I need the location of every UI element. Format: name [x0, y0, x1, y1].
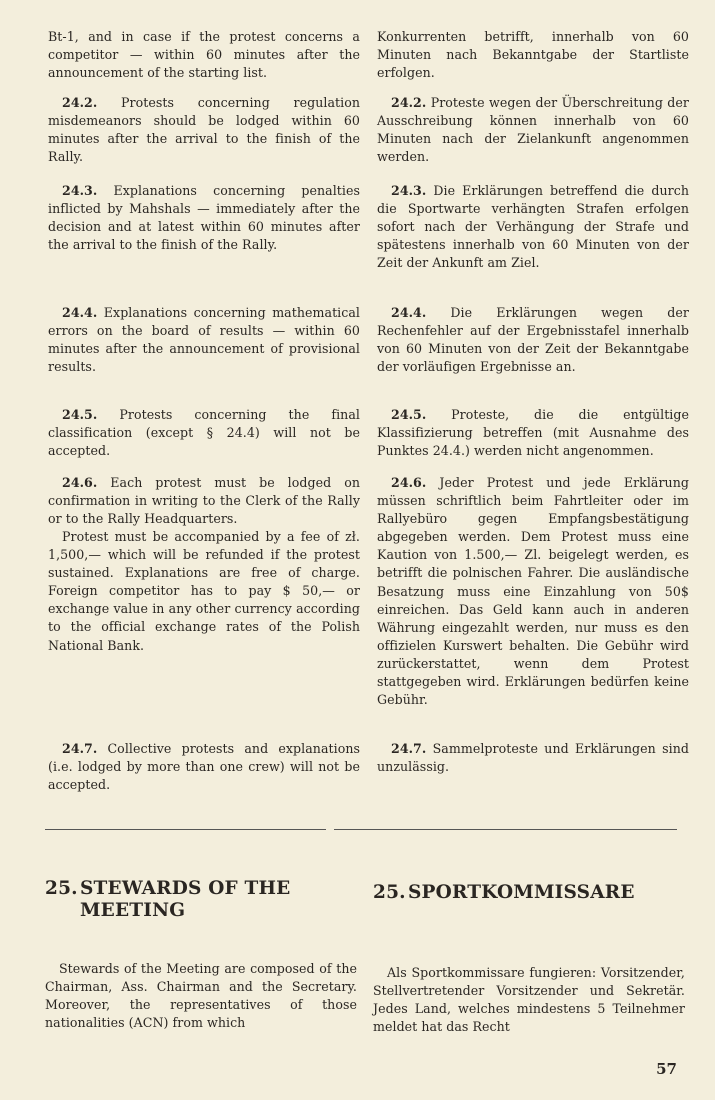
page-number: 57	[656, 1060, 677, 1078]
left-section-24-4	[48, 304, 360, 376]
right-section-24-6-text: Jeder Protest und jede Erklärung müssen schriftlich beim Fahrtleiter oder im Rallyebüro gegen Empfangsbestätigung abgegeben werden. Dem Protest muss eine Kaution von 1.500,— Zl. beigelegt werden, es betrifft die polnischen Fahrer. Die ausländische Besatzung muss eine Einzahlung von 50$ einreichen. Das Geld kann auch in anderen Währung eingezahlt werden, nur muss es den offizielen Kurswert behalten. Die Gebühr wird zurückerstattet, wenn dem Protest stattgegeben wird. Erklärungen bedürfen keine Gebühr.	[377, 475, 689, 708]
right-intro-paragraph	[377, 28, 689, 82]
left-section-24-5-text: Protests concerning the final classification (except § 24.4) will not be accepted.	[48, 407, 360, 459]
right-section-24-3-number: 24.3.	[391, 183, 427, 198]
left-section-24-6	[48, 474, 360, 528]
left-heading-25-line1: STEWARDS OF THE	[80, 878, 291, 899]
section-divider	[45, 829, 677, 830]
left-section-24-2	[48, 94, 360, 166]
right-section-24-4-text: Die Erklärungen wegen der Rechenfehler auf der Ergebnisstafel innerhalb von 60 Minuten von der Zeit der Bekanntgabe der vorläufigen Ergebnisse an.	[377, 305, 689, 375]
left-heading-25-line2: MEETING	[80, 900, 186, 921]
right-section-24-5-number: 24.5.	[391, 407, 427, 422]
right-intro-text: Konkurrenten betrifft, innerhalb von 60 Minuten nach Bekanntgabe der Startliste erfolgen.	[377, 29, 689, 81]
left-section-24-6-fee	[48, 528, 360, 655]
left-section-24-5-number: 24.5.	[62, 407, 98, 422]
left-heading-25-number: 25.	[45, 878, 78, 899]
right-section-24-3	[377, 182, 689, 272]
left-intro-text: Bt-1, and in case if the protest concerns a competitor — within 60 minutes after the announcement of the starting list.	[48, 29, 360, 81]
left-section-24-3-text: Explanations concerning penalties inflicted by Mahshals — immediately after the decision and at latest within 60 minutes after the arrival to the finish of the Rally.	[48, 183, 360, 253]
left-heading-25	[45, 878, 290, 922]
left-section-24-6-text: Each protest must be lodged on confirmation in writing to the Clerk of the Rally or to the Rally Headquarters.	[48, 475, 360, 527]
right-section-24-6	[377, 474, 689, 709]
right-section-24-4-number: 24.4.	[391, 305, 427, 320]
left-section-24-4-text: Explanations concerning mathematical errors on the board of results — within 60 minutes after the announcement of provisional results.	[48, 305, 360, 375]
right-section-24-7	[377, 740, 689, 776]
left-section-24-6-number: 24.6.	[62, 475, 98, 490]
left-section-24-7	[48, 740, 360, 794]
right-section-24-2	[377, 94, 689, 166]
left-section-25-body: Stewards of the Meeting are composed of the Chairman, Ass. Chairman and the Secretary. Moreover, the representatives of those nationalities (ACN) from which	[45, 961, 357, 1031]
left-intro-paragraph	[48, 28, 360, 82]
left-section-24-4-number: 24.4.	[62, 305, 98, 320]
right-section-24-2-text: Proteste wegen der Überschreitung der Ausschreibung können innerhalb von 60 Minuten nach der Zielankunft angenommen werden.	[377, 95, 689, 165]
left-section-24-3	[48, 182, 360, 254]
section-divider-gap	[326, 826, 334, 832]
right-section-24-4	[377, 304, 689, 376]
left-section-24-6-fee-text: Protest must be accompanied by a fee of zł. 1,500,— which will be refunded if the protest sustained. Explanations are free of charge. Foreign competitor has to pay $ 50,— or exchange value in any other currency according to the official exchange rates of the Polish National Bank.	[48, 529, 360, 653]
right-section-24-6-number: 24.6.	[391, 475, 427, 490]
right-section-24-5	[377, 406, 689, 460]
right-section-24-7-number: 24.7.	[391, 741, 427, 756]
right-section-24-2-number: 24.2.	[391, 95, 427, 110]
left-section-24-5	[48, 406, 360, 460]
left-section-24-3-number: 24.3.	[62, 183, 98, 198]
left-section-24-7-number: 24.7.	[62, 741, 98, 756]
right-heading-25-line1: SPORTKOMMISSARE	[408, 882, 635, 903]
left-section-24-7-text: Collective protests and explanations (i.e. lodged by more than one crew) will not be accepted.	[48, 741, 360, 793]
right-section-25-body: Als Sportkommissare fungieren: Vorsitzender, Stellvertretender Vorsitzender und Sekretär. Jedes Land, welches mindestens 5 Teilnehmer meldet hat das Recht	[373, 965, 685, 1035]
right-section-24-5-text: Proteste, die die entgültige Klassifizierung betreffen (mit Ausnahme des Punktes 24.4.) werden nicht angenommen.	[377, 407, 689, 459]
right-section-24-3-text: Die Erklärungen betreffend die durch die Sportwarte verhängten Strafen erfolgen sofort nach der Verhängung der Strafe und spätestens innerhalb von 60 Minuten von der Zeit der Ankunft am Ziel.	[377, 183, 689, 271]
right-section-24-7-text: Sammelproteste und Erklärungen sind unzulässig.	[377, 741, 689, 775]
right-heading-25	[373, 882, 635, 904]
left-section-24-2-text: Protests concerning regulation misdemeanors should be lodged within 60 minutes after the arrival to the finish of the Rally.	[48, 95, 360, 165]
right-heading-25-number: 25.	[373, 882, 406, 903]
left-section-25-text	[45, 960, 357, 1032]
right-section-25-text	[373, 964, 685, 1036]
left-section-24-2-number: 24.2.	[62, 95, 98, 110]
